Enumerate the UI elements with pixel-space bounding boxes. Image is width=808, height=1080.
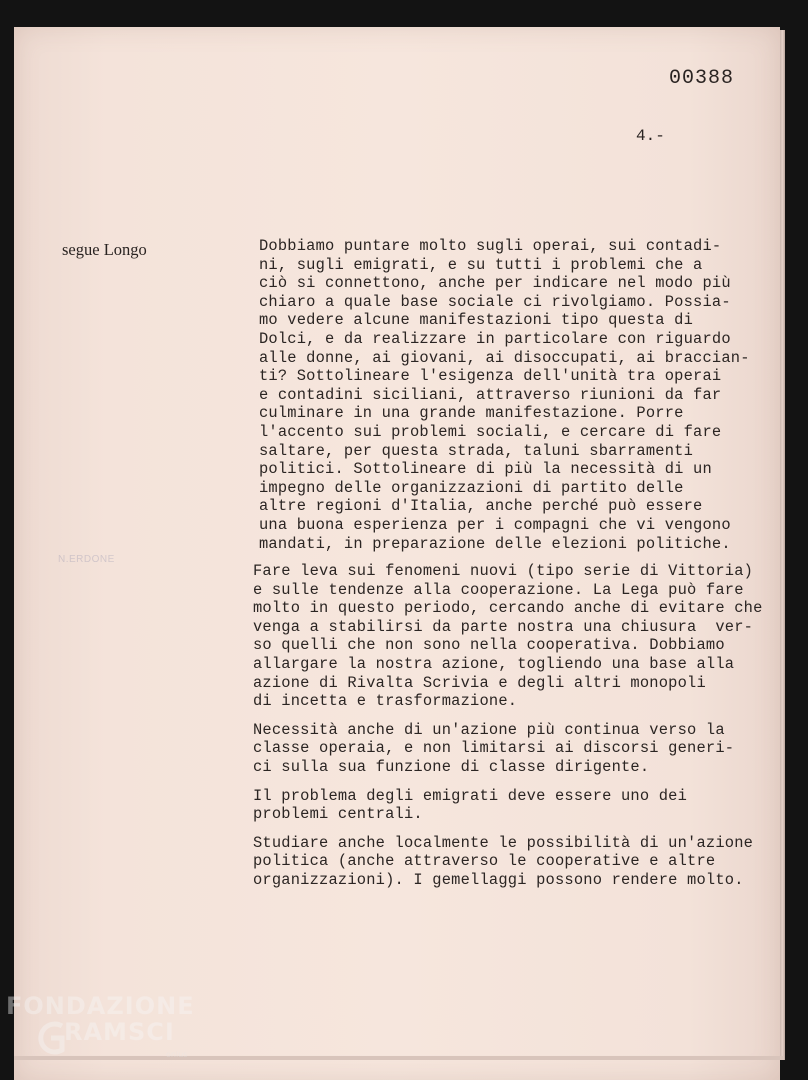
speaker-label: segue Longo: [62, 240, 147, 259]
page-number: 4.-: [636, 127, 665, 145]
paragraph-1: Dobbiamo puntare molto sugli operai, sui contadi- ni, sugli emigrati, e su tutti i problemi che a ciò si connettono, anche per indicare nel modo più chiaro a quale base sociale ci rivolgiamo. Possia- mo vedere alcune manifestazioni tipo questa di Dolci, e da realizzare in particolare con riguardo alle donne, ai giovani, ai disoccupati, ai braccian- ti? Sottolineare l'esigenza dell'unità tra operai e contadini siciliani, attraverso riunioni da far culminare in una grande manifestazione. Porre l'accento sui problemi sociali, e cercare di fare saltare, per questa strada, taluni sbarramenti politici. Sottolineare di più la necessità di un impegno delle organizzazioni di partito delle altre regioni d'Italia, anche perché può essere una buona esperienza per i compagni che vi vengono mandati, in preparazione delle elezioni politiche.: [259, 237, 750, 553]
page-edge-right: [780, 30, 785, 1060]
archive-number: 00388: [669, 67, 735, 90]
paragraph-2: Fare leva sui fenomeni nuovi (tipo serie di Vittoria) e sulle tendenze alla cooperazione. La Lega può fare molto in questo periodo, cercando anche di evitare che venga a stabilirsi da parte nostra una chiusura ver- so quelli che non sono nella cooperativa. Dobbiamo allargare la nostra azione, togliendo una base alla azione di Rivalta Scrivia e degli altri monopoli di incetta e trasformazione.: [253, 562, 763, 711]
minutes-body: [253, 237, 773, 890]
paragraph-5: Studiare anche localmente le possibilità di un'azione politica (anche attraverso le cooperative e altre organizzazioni). I gemellaggi possono rendere molto.: [253, 833, 754, 889]
watermark-line-1: FONDAZIONE: [6, 992, 195, 1020]
watermark-subtitle: onlus: [166, 1050, 188, 1059]
fondazione-gramsci-watermark: [4, 992, 204, 1072]
gramsci-g-logo-icon: [36, 1016, 66, 1060]
paragraph-4: Il problema degli emigrati deve essere uno dei problemi centrali.: [253, 786, 688, 824]
faint-margin-note: N.ERDONE: [58, 554, 115, 565]
paragraph-3: Necessità anche di un'azione più continua verso la classe operaia, e non limitarsi ai discorsi generi- ci sulla sua funzione di classe dirigente.: [253, 720, 735, 777]
watermark-line-2: RAMSCI: [64, 1018, 175, 1046]
